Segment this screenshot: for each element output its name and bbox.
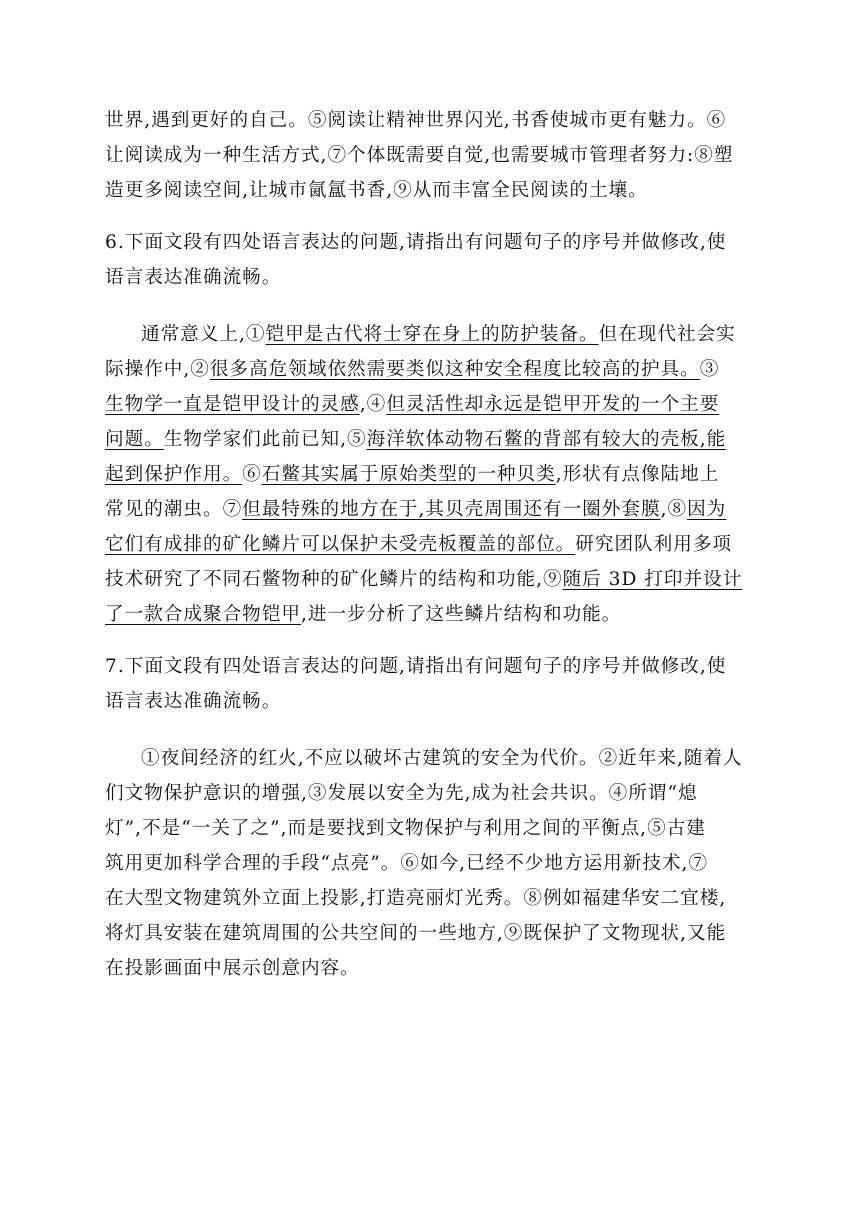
underlined-sentence: 海洋软体动物石鳖的背部有较大的壳板,能 [366, 429, 727, 450]
underlined-sentence: 生物学一直是铠甲设计的灵感 [105, 394, 360, 415]
underlined-sentence: 很多高危领域依然需要类似这种安全程度比较高的护具。 [209, 359, 700, 380]
text-line: 生物学一直是铠甲设计的灵感,④但灵活性却永远是铠甲开发的一个主要 [105, 394, 720, 415]
question-7 [105, 649, 758, 986]
question-prompt: 7.下面文段有四处语言表达的问题,请指出有问题句子的序号并做修改,使 [105, 656, 727, 677]
text-line: 了一款合成聚合物铠甲,进一步分析了这些鳞片结构和功能。 [105, 604, 622, 625]
text-line: 将灯具安装在建筑周围的公共空间的一些地方,⑨既保护了文物现状,又能 [105, 923, 727, 944]
intro-paragraph [105, 103, 758, 208]
text-line: 技术研究了不同石鳖物种的矿化鳞片的结构和功能,⑨随后 3D 打印并设计 [105, 569, 743, 590]
underlined-sentence: 但灵活性却永远是铠甲开发的一个主要 [386, 394, 720, 415]
text-line: 际操作中,②很多高危领域依然需要类似这种安全程度比较高的护具。③ [105, 359, 720, 380]
text-line: 灯”,不是“一关了之”,而是要找到文物保护与利用之间的平衡点,⑤古建 [105, 818, 706, 839]
text-line: 让阅读成为一种生活方式,⑦个体既需要自觉,也需要城市管理者努力:⑧塑 [105, 145, 734, 166]
underlined-sentence: 但最特殊的地方在于,其贝壳周围还有一圈外套膜 [242, 499, 661, 520]
question-prompt: 6.下面文段有四处语言表达的问题,请指出有问题句子的序号并做修改,使 [105, 232, 727, 253]
text-line: 通常意义上,①铠甲是古代将士穿在身上的防护装备。但在现代社会实 [141, 324, 736, 345]
text-line: 世界,遇到更好的自己。⑤阅读让精神世界闪光,书香使城市更有魅力。⑥ [105, 110, 727, 131]
underlined-sentence: 石鳖其实属于原始类型的一种贝类 [261, 464, 556, 485]
question-6 [105, 225, 758, 632]
text-line: 常见的潮虫。⑦但最特殊的地方在于,其贝壳周围还有一圈外套膜,⑧因为 [105, 499, 727, 520]
text-line: 起到保护作用。⑥石鳖其实属于原始类型的一种贝类,形状有点像陆地上 [105, 464, 720, 485]
passage-6 [105, 317, 758, 632]
question-prompt: 语言表达准确流畅。 [105, 691, 282, 712]
underlined-sentence: 随后 3D 打印并设计 [562, 569, 743, 590]
underlined-sentence: 铠甲是古代将士穿在身上的防护装备。 [265, 324, 599, 345]
text-line: 在投影画面中展示创意内容。 [105, 958, 360, 979]
underlined-sentence: 了一款合成聚合物铠甲 [105, 604, 301, 625]
text-line: 它们有成排的矿化鳞片可以保护未受壳板覆盖的部位。研究团队利用多项 [105, 534, 733, 555]
text-line: ①夜间经济的红火,不应以破坏古建筑的安全为代价。②近年来,随着人 [141, 748, 743, 769]
underlined-sentence: 因为 [687, 499, 727, 520]
underlined-sentence: 起到保护作用。 [105, 464, 243, 485]
text-line: 在大型文物建筑外立面上投影,打造亮丽灯光秀。⑧例如福建华安二宜楼, [105, 888, 727, 909]
question-prompt: 语言表达准确流畅。 [105, 267, 282, 288]
text-line: 问题。生物学家们此前已知,⑤海洋软体动物石鳖的背部有较大的壳板,能 [105, 429, 727, 450]
text-line: 们文物保护意识的增强,③发展以安全为先,成为社会共识。④所谓“熄 [105, 783, 698, 804]
underlined-sentence: 问题。 [105, 429, 164, 450]
passage-7 [105, 741, 758, 986]
underlined-sentence: 它们有成排的矿化鳞片可以保护未受壳板覆盖的部位。 [105, 534, 576, 555]
text-line: 筑用更加科学合理的手段“点亮”。⑥如今,已经不少地方运用新技术,⑦ [105, 853, 709, 874]
text-line: 造更多阅读空间,让城市氤氲书香,⑨从而丰富全民阅读的土壤。 [105, 180, 648, 201]
